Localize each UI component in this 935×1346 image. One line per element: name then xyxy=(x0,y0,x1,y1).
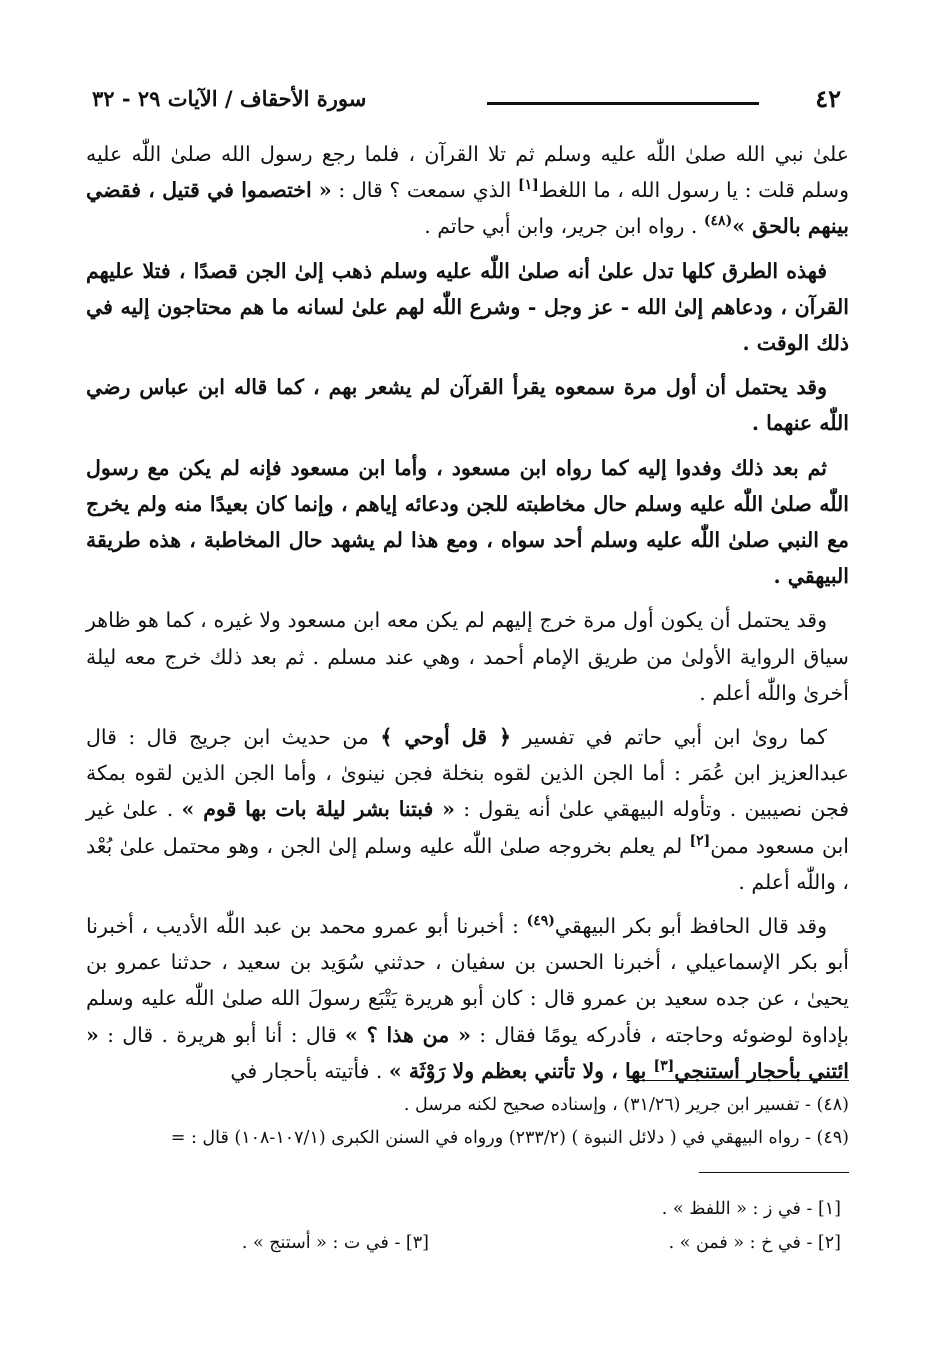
text-note-marker: [٣] xyxy=(653,1058,675,1075)
text-note-2: [٢] - في خ : « فمن » . xyxy=(668,1233,841,1253)
hadith-quote: « اختصموا في قتيل ، فقضي بينهم بالحق » xyxy=(86,178,849,239)
text-note-marker: [١] xyxy=(517,177,539,194)
header-rule xyxy=(487,102,759,105)
text-note-1: [١] - في ز : « اللفظ » . xyxy=(661,1199,841,1219)
paragraph-6: كما روىٰ ابن أبي حاتم في تفسير ﴿ قل أوحي ﴾ من حديث ابن جريج قال : قال عبدالعزيز ابن عُمَر : أما الجن الذين لقوه بنخلة فجن نينوىٰ ، وأما الجن الذين لقوه بمكة فجن نصيبين . وتأوله البيهقي علىٰ أنه يقول : « فبتنا بشر ليلة بات بها قوم » . علىٰ غير ابن مسعود ممن[٢] لم يعلم بخروجه صلىٰ اللّٰه عليه وسلم إلىٰ الجن ، وهو محتمل علىٰ بُعْد ، واللّٰه أعلم . xyxy=(86,725,850,894)
quran-quote: ﴿ قل أوحي ﴾ xyxy=(380,725,512,750)
footnote-48: (٤٨) - تفسير ابن جرير (٣١/٢٦) ، وإسناده صحيح لكنه مرسل . xyxy=(403,1095,849,1115)
hadith-quote: « ائتني بأحجار أستنجي xyxy=(86,1022,849,1083)
text-notes-rule xyxy=(699,1172,849,1173)
paragraph-3: وقد يحتمل أن أول مرة سمعوه يقرأ القرآن لم يشعر بهم ، كما قاله ابن عباس رضي اللّٰه عنهما . xyxy=(86,375,849,436)
footnotes xyxy=(86,1089,849,1155)
text-note-marker: [٢] xyxy=(689,832,711,849)
hadith-quote: « من هذا ؟ » xyxy=(345,1022,471,1047)
paragraph-2: فهذه الطرق كلها تدل علىٰ أنه صلىٰ اللّٰه عليه وسلم ذهب إلىٰ الجن قصدًا ، فتلا عليهم القرآن ، ودعاهم إلىٰ الله - عز وجل - وشرع اللّٰه لهم علىٰ لسانه ما هم محتاجون إليه في ذلك الوقت . xyxy=(86,258,849,356)
text-note-3: [٣] - في ت : « أستنج » . xyxy=(241,1233,429,1253)
paragraph-5: وقد يحتمل أن يكون أول مرة خرج إليهم لم يكن معه ابن مسعود ولا غيره ، كما هو ظاهر سياق الرواية الأولىٰ من طريق الإمام أحمد ، وهي عند مسلم . ثم بعد ذلك خرج معه ليلة أخرىٰ واللّٰه أعلم . xyxy=(86,608,849,705)
page-number: ٤٢ xyxy=(815,84,841,113)
running-header xyxy=(84,82,851,122)
hadith-quote: بها ، ولا تأتني بعظم ولا رَوْثَة » xyxy=(388,1058,654,1083)
paragraph-7: وقد قال الحافظ أبو بكر البيهقي$^{(٤٩)}$ : أخبرنا أبو عمرو محمد بن عبد اللّٰه الأديب ، أخبرنا أبو بكر الإسماعيلي ، أخبرنا الحسن بن سفيان ، حدثني سُوَيد بن سعيد ، حدثنا عمرو بن يحيىٰ ، عن جده سعيد بن عمرو قال : كان أبو هريرة يَتْبَع رسولَ الله صلىٰ اللّٰه عليه وسلم بإداوة لوضوئه وحاجته ، فأدركه يومًا فقال : « من هذا ؟ » قال : أنا أبو هريرة . قال : « ائتني بأحجار أستنجي[٣] بها ، ولا تأتني بعظم ولا رَوْثَة » . فأتيته بأحجار في xyxy=(86,913,849,1083)
main-text xyxy=(86,136,849,1097)
footnote-49: (٤٩) - رواه البيهقي في ( دلائل النبوة ) (٢٣٣/٢) ورواه في السنن الكبرى (١٠٧/١-١٠٨) قال : = xyxy=(170,1128,849,1148)
footnote-rule xyxy=(627,1080,849,1081)
footnote-marker: (٤٩) xyxy=(526,913,555,930)
running-title: سورة الأحقاف / الآيات ٢٩ - ٣٢ xyxy=(92,86,367,111)
paragraph-4: ثم بعد ذلك وفدوا إليه كما رواه ابن مسعود ، وأما ابن مسعود فإنه لم يكن مع رسول اللّٰه صلىٰ اللّٰه عليه وسلم حال مخاطبته للجن ودعائه إياهم ، وإنما كان بعيدًا منه ولم يخرج مع النبي صلىٰ اللّٰه عليه وسلم أحد سواه ، ومع هذا لم يشهد حال المخاطبة ، هذه طريقة البيهقي . xyxy=(86,455,849,589)
paragraph-1: علىٰ نبي الله صلىٰ اللّٰه عليه وسلم ثم تلا القرآن ، فلما رجع رسول الله صلىٰ اللّٰه عليه وسلم قلت : يا رسول الله ، ما اللغط[١] الذي سمعت ؟ قال : « اختصموا في قتيل ، فقضي بينهم بالحق »$^{(٤٨)}$ . رواه ابن جرير، وابن أبي حاتم . xyxy=(86,142,849,239)
hadith-quote: « فبتنا بشر ليلة بات بها قوم » xyxy=(181,797,455,822)
text-notes xyxy=(86,1188,849,1268)
footnote-marker: (٤٨) xyxy=(703,213,733,230)
